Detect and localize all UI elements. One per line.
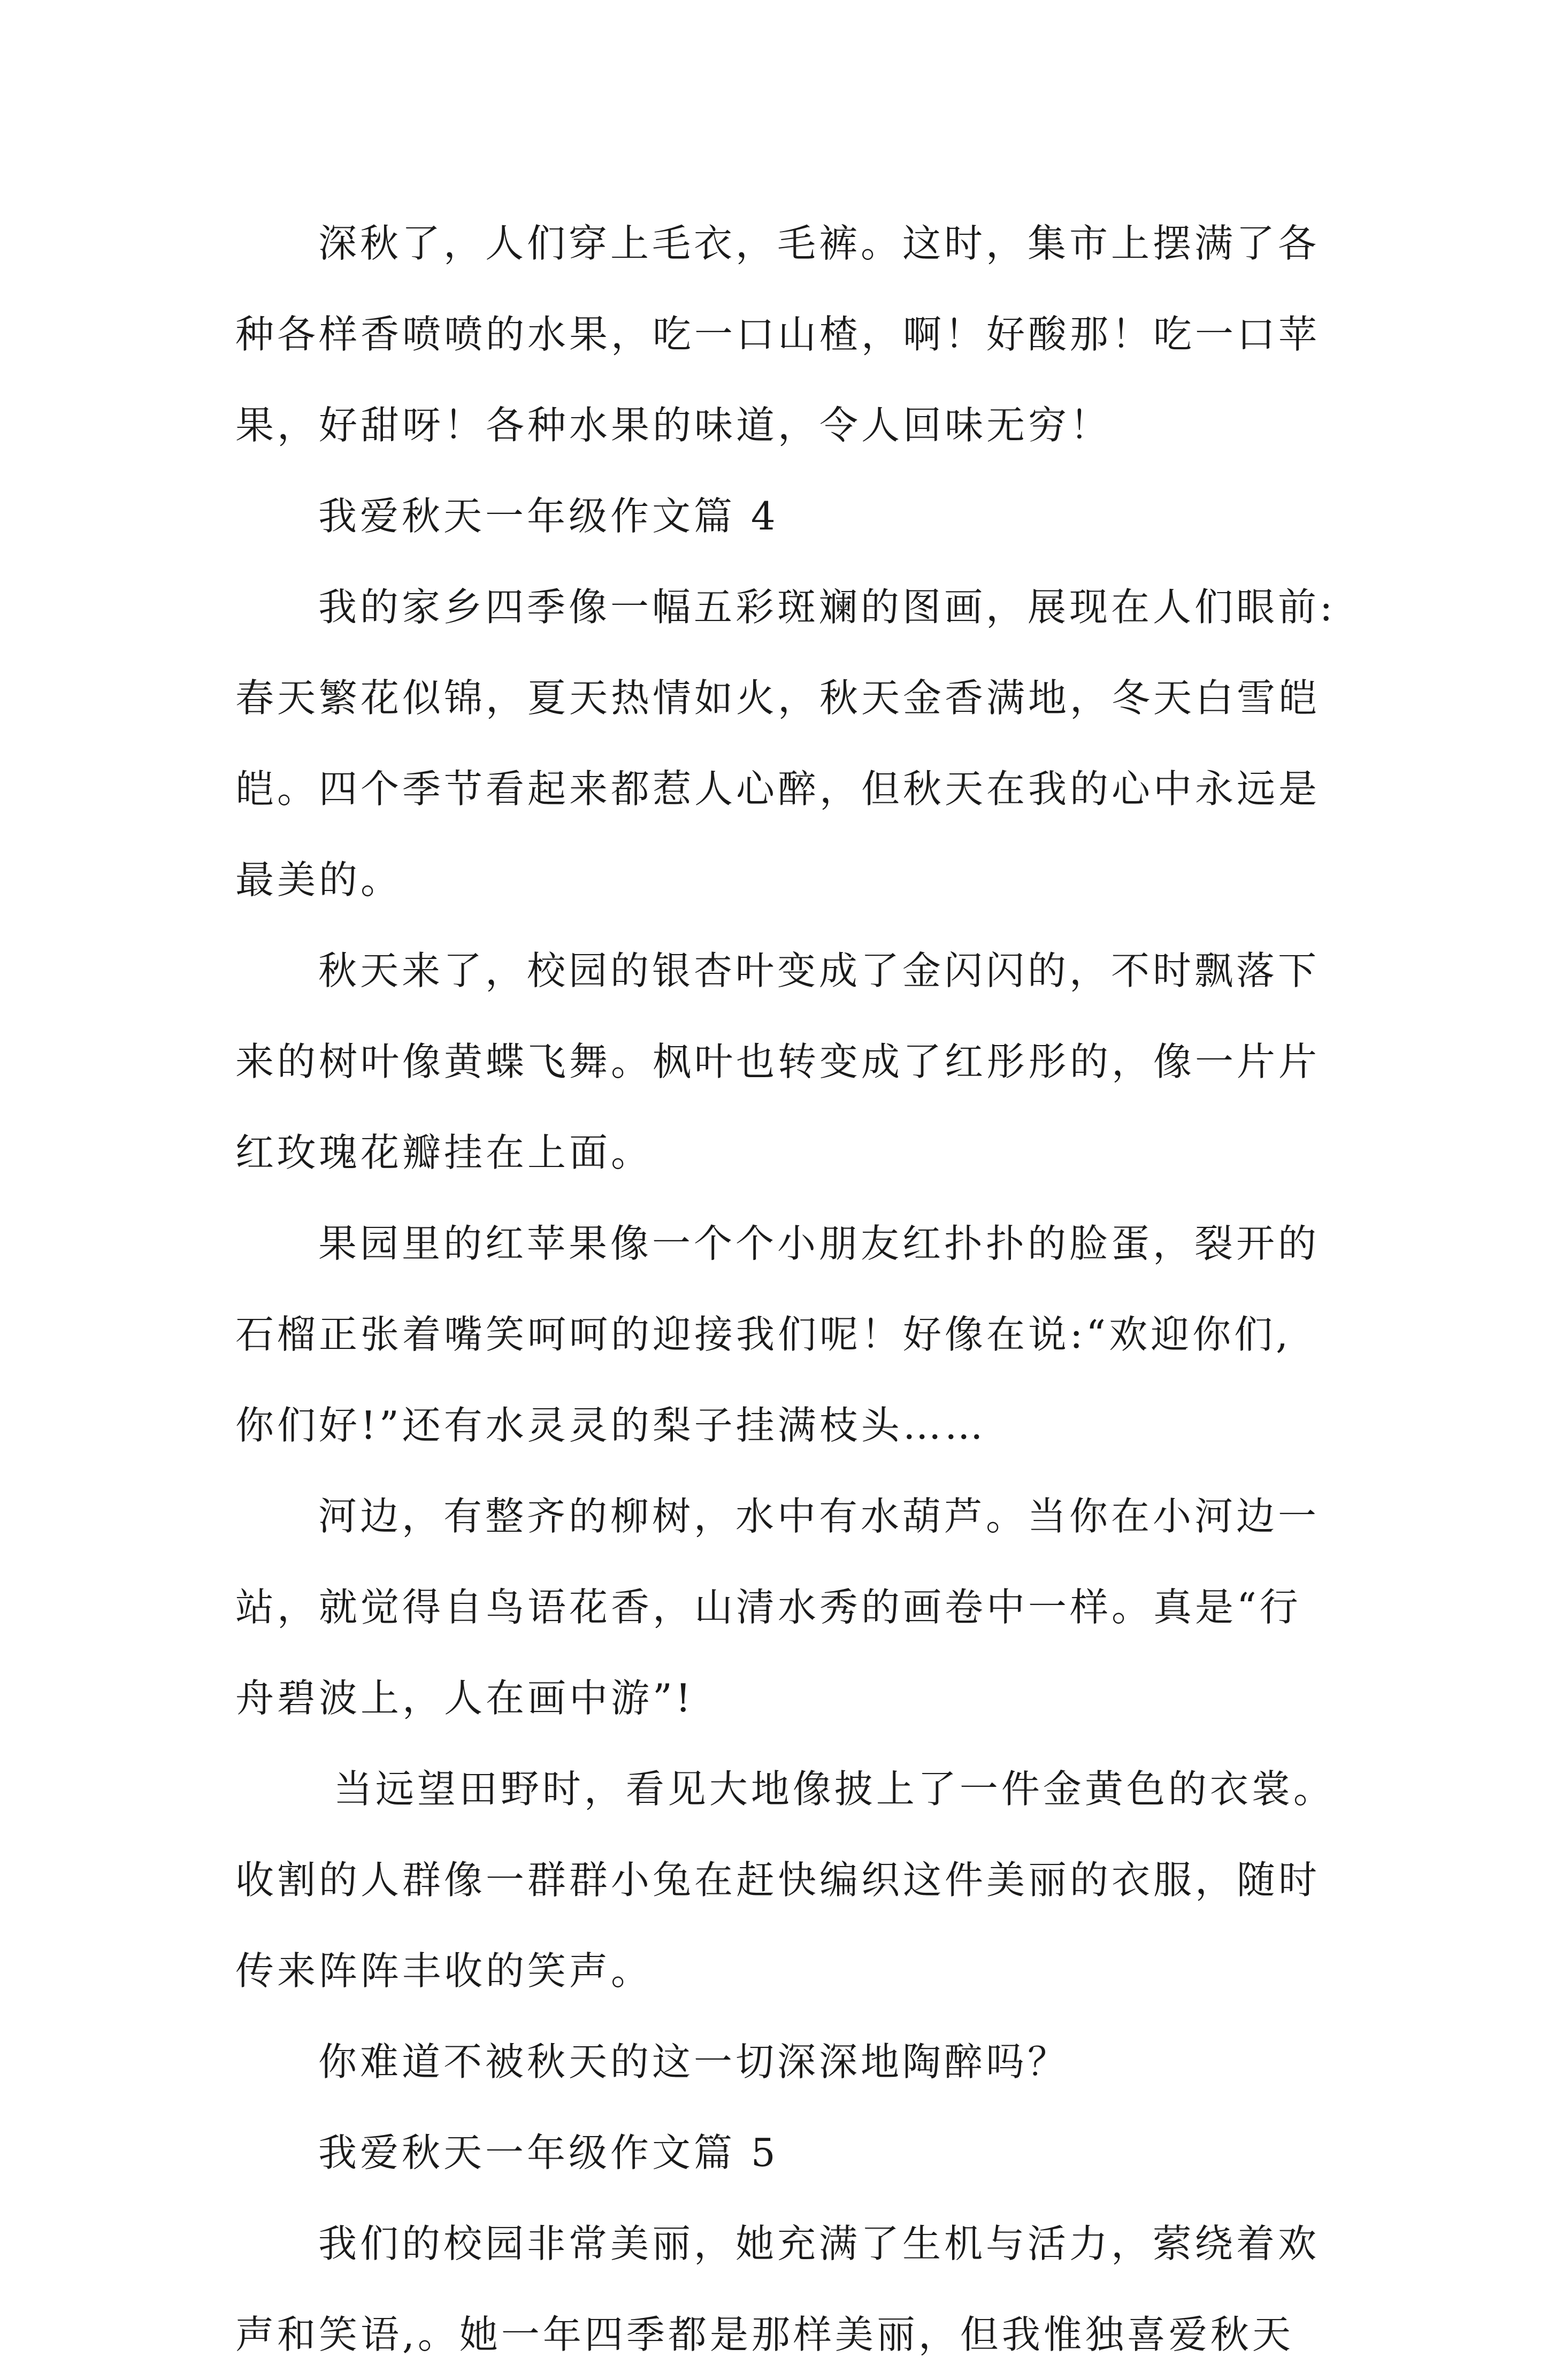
paragraph-line: 红玫瑰花瓣挂在上面。 xyxy=(235,1130,653,1175)
paragraph-line: 果园里的红苹果像一个个小朋友红扑扑的脸蛋，裂开的 xyxy=(318,1221,1320,1266)
paragraph-line: 我的家乡四季像一幅五彩斑斓的图画，展现在人们眼前: xyxy=(318,585,1336,629)
paragraph-line: 秋天来了，校园的银杏叶变成了金闪闪的，不时飘落下 xyxy=(318,948,1320,993)
paragraph-line: 声和笑语,。她一年四季都是那样美丽，但我惟独喜爱秋天 xyxy=(235,2312,1294,2357)
paragraph-line: 果，好甜呀！各种水果的味道，令人回味无穷！ xyxy=(235,403,1112,448)
paragraph-line: 你们好!”还有水灵灵的梨子挂满枝头…… xyxy=(235,1403,986,1448)
paragraph-line: 你难道不被秋天的这一切深深地陶醉吗？ xyxy=(318,2039,1070,2084)
paragraph-line: 石榴正张着嘴笑呵呵的迎接我们呢！好像在说:“欢迎你们, xyxy=(235,1312,1291,1357)
paragraph-line: 舟碧波上，人在画中游”! xyxy=(235,1676,694,1721)
paragraph-line: 传来阵阵丰收的笑声。 xyxy=(235,1948,653,1993)
paragraph-line: 种各样香喷喷的水果，吃一口山楂，啊！好酸那！吃一口苹 xyxy=(235,312,1321,357)
document-body xyxy=(235,198,1336,2380)
paragraph-line: 深秋了，人们穿上毛衣，毛裤。这时，集市上摆满了各 xyxy=(318,221,1320,266)
paragraph-line: 河边，有整齐的柳树，水中有水葫芦。当你在小河边一 xyxy=(318,1494,1320,1539)
paragraph-line: 最美的。 xyxy=(235,857,403,902)
section-heading: 我爱秋天一年级作文篇 4 xyxy=(318,494,779,539)
paragraph-line: 收割的人群像一群群小兔在赶快编织这件美丽的衣服，随时 xyxy=(235,1857,1321,1902)
paragraph-line: 春天繁花似锦，夏天热情如火，秋天金香满地，冬天白雪皑 xyxy=(235,675,1321,720)
paragraph-line: 来的树叶像黄蝶飞舞。枫叶也转变成了红彤彤的，像一片片 xyxy=(235,1039,1321,1084)
section-heading: 我爱秋天一年级作文篇 5 xyxy=(318,2130,779,2175)
paragraph-line: 站，就觉得自鸟语花香，山清水秀的画卷中一样。真是“行 xyxy=(235,1585,1301,1630)
paragraph-line: 当远望田野时，看见大地像披上了一件金黄色的衣裳。 xyxy=(318,1767,1335,1811)
paragraph-line: 我们的校园非常美丽，她充满了生机与活力，萦绕着欢 xyxy=(318,2221,1320,2266)
paragraph-line: 皑。四个季节看起来都惹人心醉，但秋天在我的心中永远是 xyxy=(235,766,1321,811)
